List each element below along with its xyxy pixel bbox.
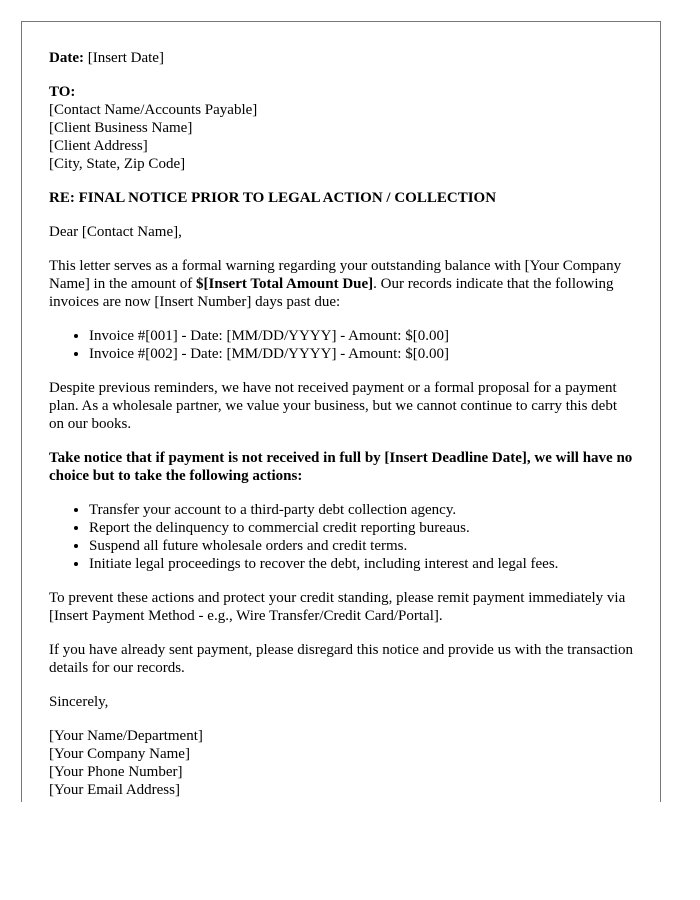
- recipient-contact: [Contact Name/Accounts Payable]: [49, 102, 258, 118]
- date-label: Date:: [49, 50, 84, 66]
- recipient-block: [49, 83, 633, 173]
- recipient-city-state-zip: [City, State, Zip Code]: [49, 156, 186, 172]
- action-item: • Transfer your account to a third-party debt collection agency.: [89, 501, 633, 519]
- subject-text: RE: FINAL NOTICE PRIOR TO LEGAL ACTION / COLLECTION: [49, 190, 497, 206]
- action-item: • Initiate legal proceedings to recover the debt, including interest and legal fees.: [89, 555, 633, 573]
- invoice-list: [49, 327, 633, 363]
- date-value: [Insert Date]: [83, 50, 164, 66]
- to-label: TO:: [49, 84, 76, 100]
- amount-due: $[Insert Total Amount Due]: [196, 276, 374, 292]
- recipient-address: [Client Address]: [49, 138, 148, 154]
- action-item: • Suspend all future wholesale orders and credit terms.: [89, 537, 633, 555]
- action-list: [49, 501, 633, 573]
- salutation: Dear [Contact Name],: [49, 224, 182, 240]
- invoice-item: • Invoice #[002] - Date: [MM/DD/YYYY] - Amount: $[0.00]: [89, 345, 633, 363]
- letter-page: [21, 21, 661, 802]
- signature-phone: [Your Phone Number]: [49, 764, 183, 780]
- warning-text: Take notice that if payment is not received in full by [Insert Deadline Date], we will have no choice but to take the following actions:: [49, 450, 633, 484]
- payment-paragraph: To prevent these actions and protect your credit standing, please remit payment immediately via [Insert Payment Method - e.g., Wire Transfer/Credit Card/Portal].: [49, 590, 626, 624]
- reminder-paragraph: Despite previous reminders, we have not received payment or a formal proposal for a payment plan. As a wholesale partner, we value your business, but we cannot continue to carry this debt on our books.: [49, 380, 617, 432]
- action-item: • Report the delinquency to commercial credit reporting bureaus.: [89, 519, 633, 537]
- closing: Sincerely,: [49, 694, 109, 710]
- warning-paragraph: [49, 449, 633, 485]
- subject-line: [49, 189, 633, 207]
- signature-email: [Your Email Address]: [49, 782, 180, 798]
- date-line: [49, 49, 633, 67]
- intro-paragraph: [49, 257, 633, 311]
- signature-block: [49, 727, 633, 799]
- invoice-item: • Invoice #[001] - Date: [MM/DD/YYYY] - Amount: $[0.00]: [89, 327, 633, 345]
- disregard-paragraph: If you have already sent payment, please disregard this notice and provide us with the transaction details for our records.: [49, 642, 633, 676]
- intro-text-start: This letter serves as a formal warning regarding your outstanding balance with [Your Company Name] in the amount of: [49, 258, 622, 292]
- signature-company: [Your Company Name]: [49, 746, 190, 762]
- signature-name: [Your Name/Department]: [49, 728, 203, 744]
- intro-text-end: . Our records indicate that the following invoices are now [Insert Number] days past due:: [49, 276, 614, 310]
- recipient-business: [Client Business Name]: [49, 120, 193, 136]
